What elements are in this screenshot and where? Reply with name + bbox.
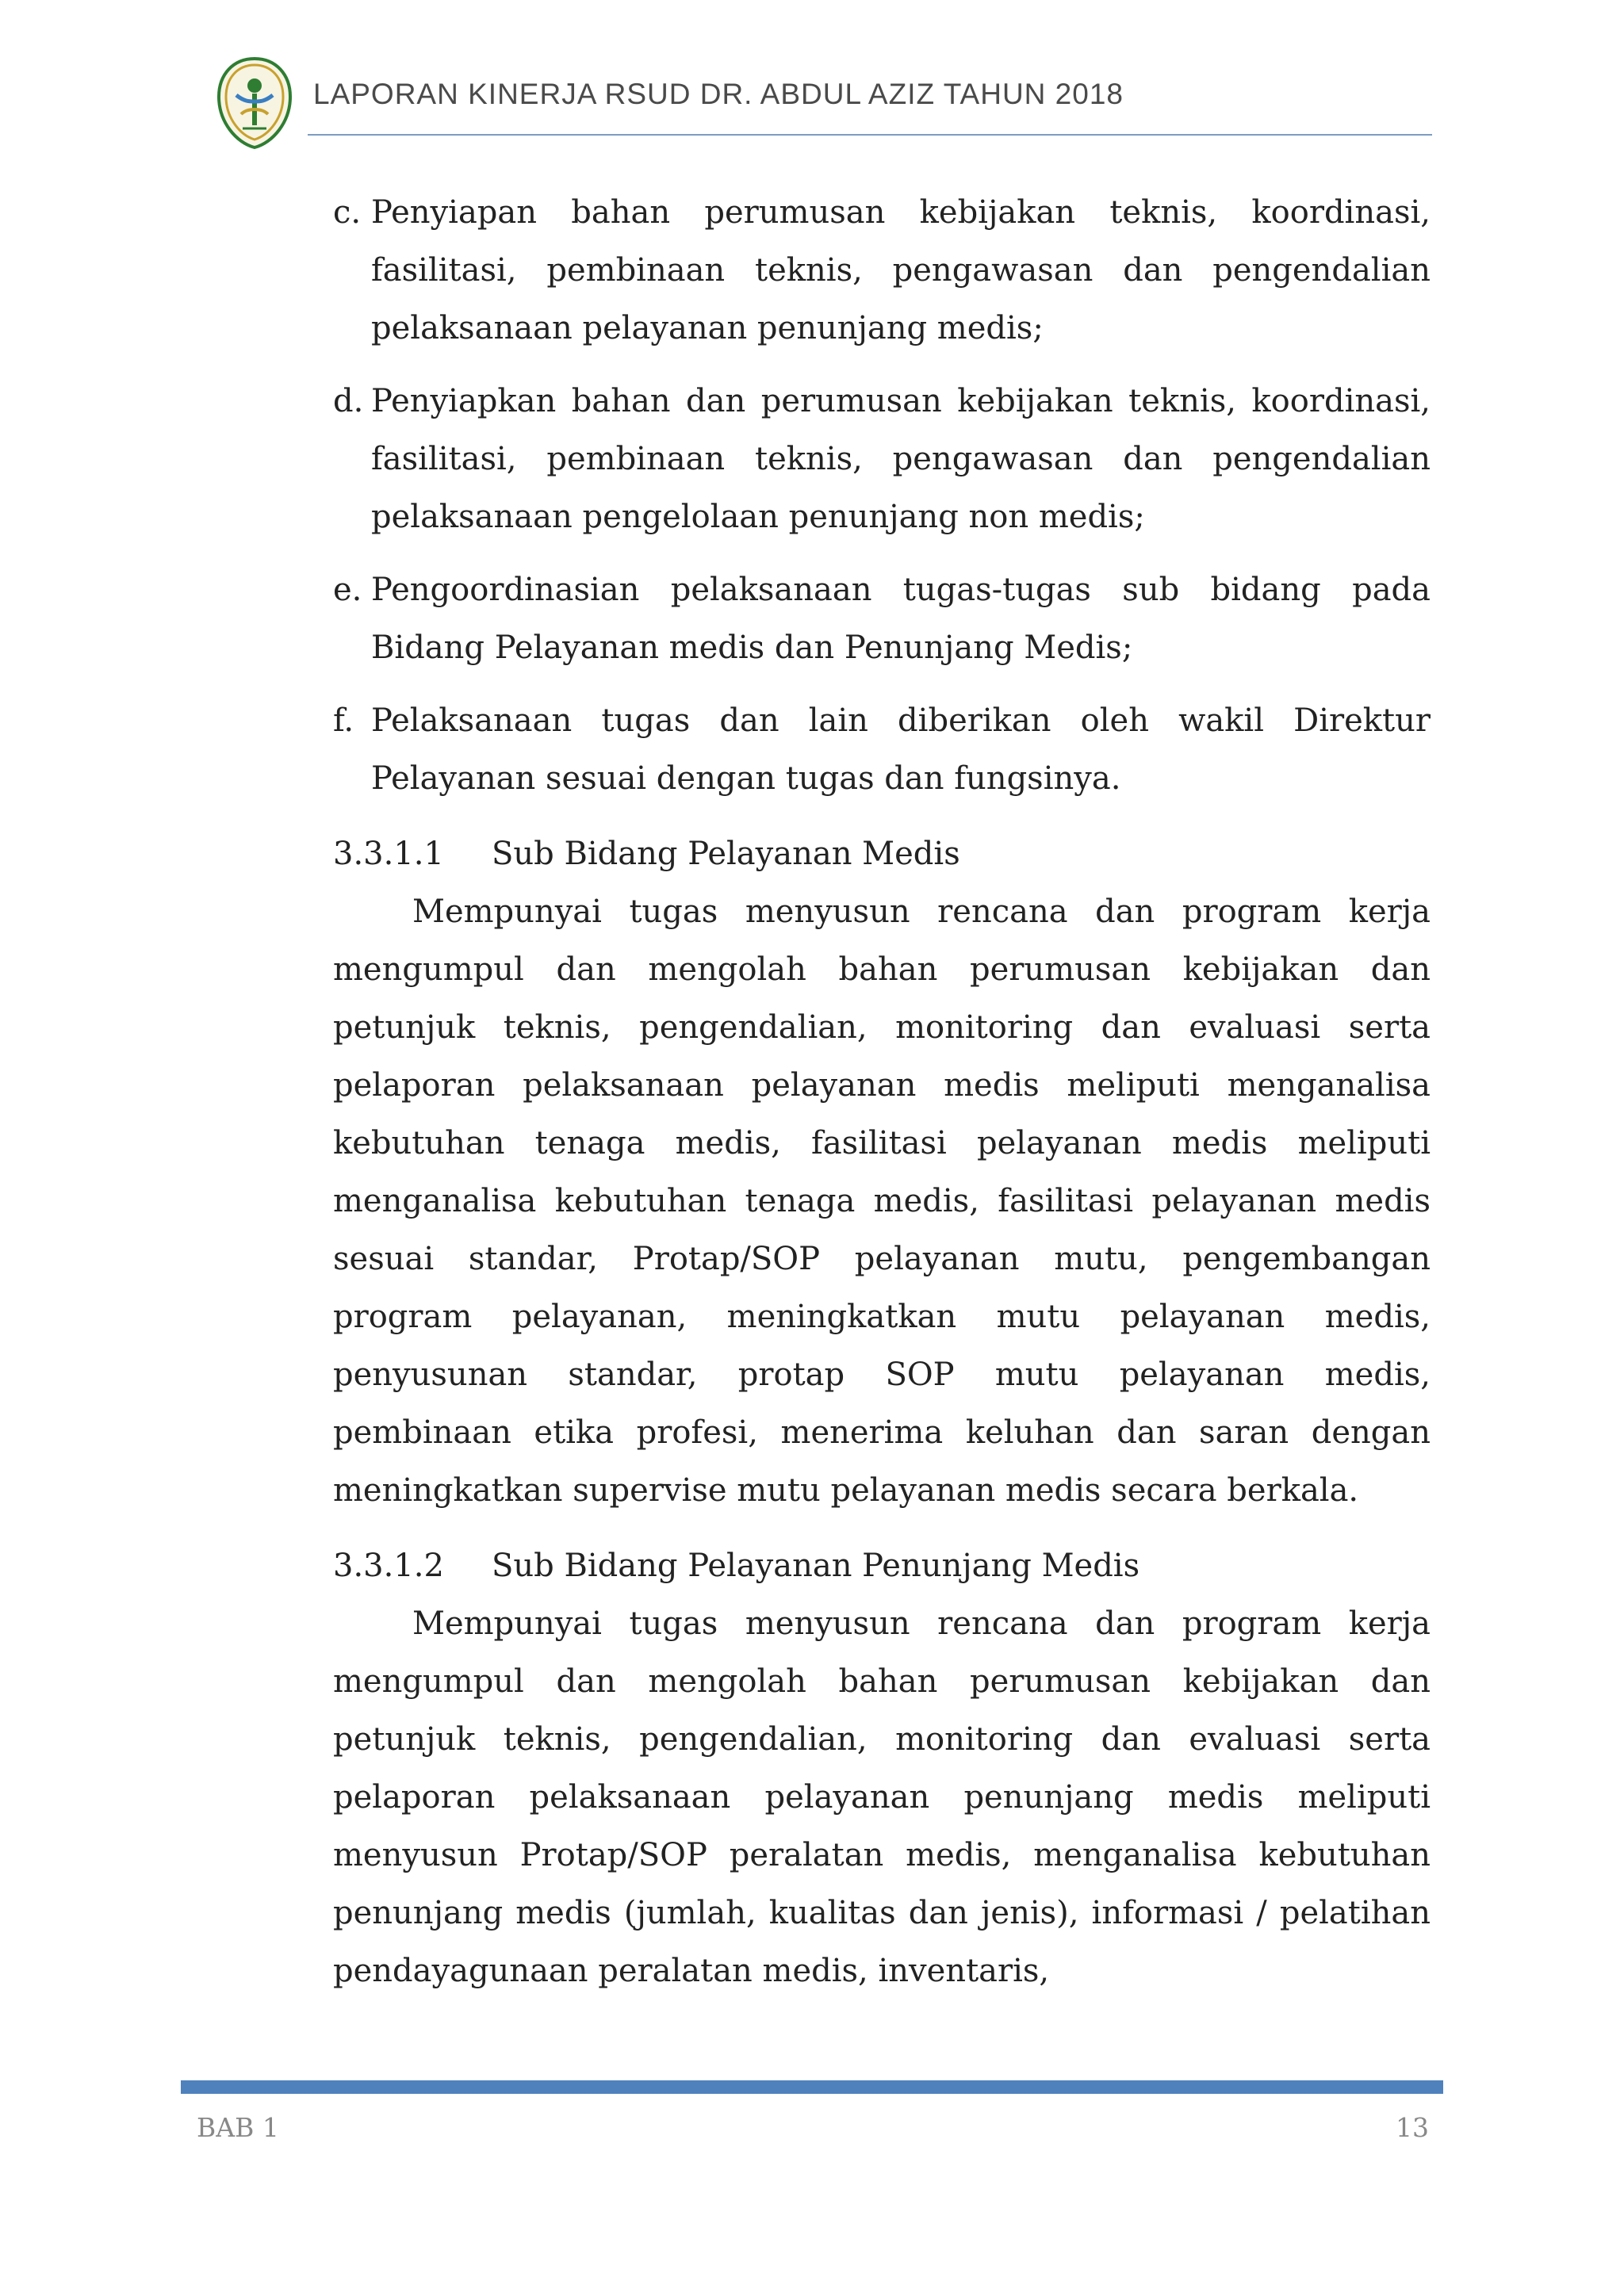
- list-item-letter: c.: [333, 194, 362, 231]
- header-divider: [308, 134, 1432, 136]
- footer-bar: [181, 2080, 1443, 2094]
- page-number: 13: [1396, 2112, 1429, 2143]
- section-heading: [333, 1537, 1431, 1595]
- page-content: [333, 184, 1431, 2000]
- list-item-text: Penyiapan bahan perumusan kebijakan teknis, koordinasi, fasilitasi, pembinaan teknis, pengawasan dan pengendalian pelaksanaan pelayanan penunjang medis;: [371, 194, 1431, 346]
- list-item-letter: f.: [333, 702, 354, 739]
- list-item-letter: d.: [333, 383, 364, 419]
- footer-chapter-label: BAB 1: [197, 2112, 279, 2143]
- section-heading: [333, 825, 1431, 883]
- hospital-logo-icon: [214, 55, 295, 151]
- section-paragraph: Mempunyai tugas menyusun rencana dan program kerja mengumpul dan mengolah bahan perumusan kebijakan dan petunjuk teknis, pengendalian, monitoring dan evaluasi serta pelaporan pelaksanaan pelayanan penunjang medis meliputi menyusun Protap/SOP peralatan medis, menganalisa kebutuhan penunjang medis (jumlah, kualitas dan jenis), informasi / pelatihan pendayagunaan peralatan medis, inventaris,: [333, 1605, 1431, 1989]
- document-header-title: LAPORAN KINERJA RSUD DR. ABDUL AZIZ TAHUN 2018: [313, 78, 1124, 110]
- section-number: 3.3.1.1: [333, 836, 444, 872]
- list-item-text: Pelaksanaan tugas dan lain diberikan oleh wakil Direktur Pelayanan sesuai dengan tugas dan fungsinya.: [371, 702, 1431, 797]
- section-title: Sub Bidang Pelayanan Medis: [492, 836, 960, 872]
- list-item: [333, 373, 1431, 546]
- list-item-text: Penyiapkan bahan dan perumusan kebijakan teknis, koordinasi, fasilitasi, pembinaan teknis, pengawasan dan pengendalian pelaksanaan pengelolaan penunjang non medis;: [371, 383, 1431, 535]
- list-item-text: Pengoordinasian pelaksanaan tugas-tugas sub bidang pada Bidang Pelayanan medis dan Penunjang Medis;: [371, 572, 1431, 666]
- list-item: [333, 561, 1431, 677]
- section-paragraph: Mempunyai tugas menyusun rencana dan program kerja mengumpul dan mengolah bahan perumusan kebijakan dan petunjuk teknis, pengendalian, monitoring dan evaluasi serta pelaporan pelaksanaan pelayanan medis meliputi menganalisa kebutuhan tenaga medis, fasilitasi pelayanan medis meliputi menganalisa kebutuhan tenaga medis, fasilitasi pelayanan medis sesuai standar, Protap/SOP pelayanan mutu, pengembangan program pelayanan, meningkatkan mutu pelayanan medis, penyusunan standar, protap SOP mutu pelayanan medis, pembinaan etika profesi, menerima keluhan dan saran dengan meningkatkan supervise mutu pelayanan medis secara berkala.: [333, 894, 1431, 1509]
- section-title: Sub Bidang Pelayanan Penunjang Medis: [492, 1548, 1140, 1584]
- list-item: [333, 184, 1431, 358]
- list-item-letter: e.: [333, 572, 362, 608]
- list-item: [333, 692, 1431, 808]
- section-number: 3.3.1.2: [333, 1548, 444, 1584]
